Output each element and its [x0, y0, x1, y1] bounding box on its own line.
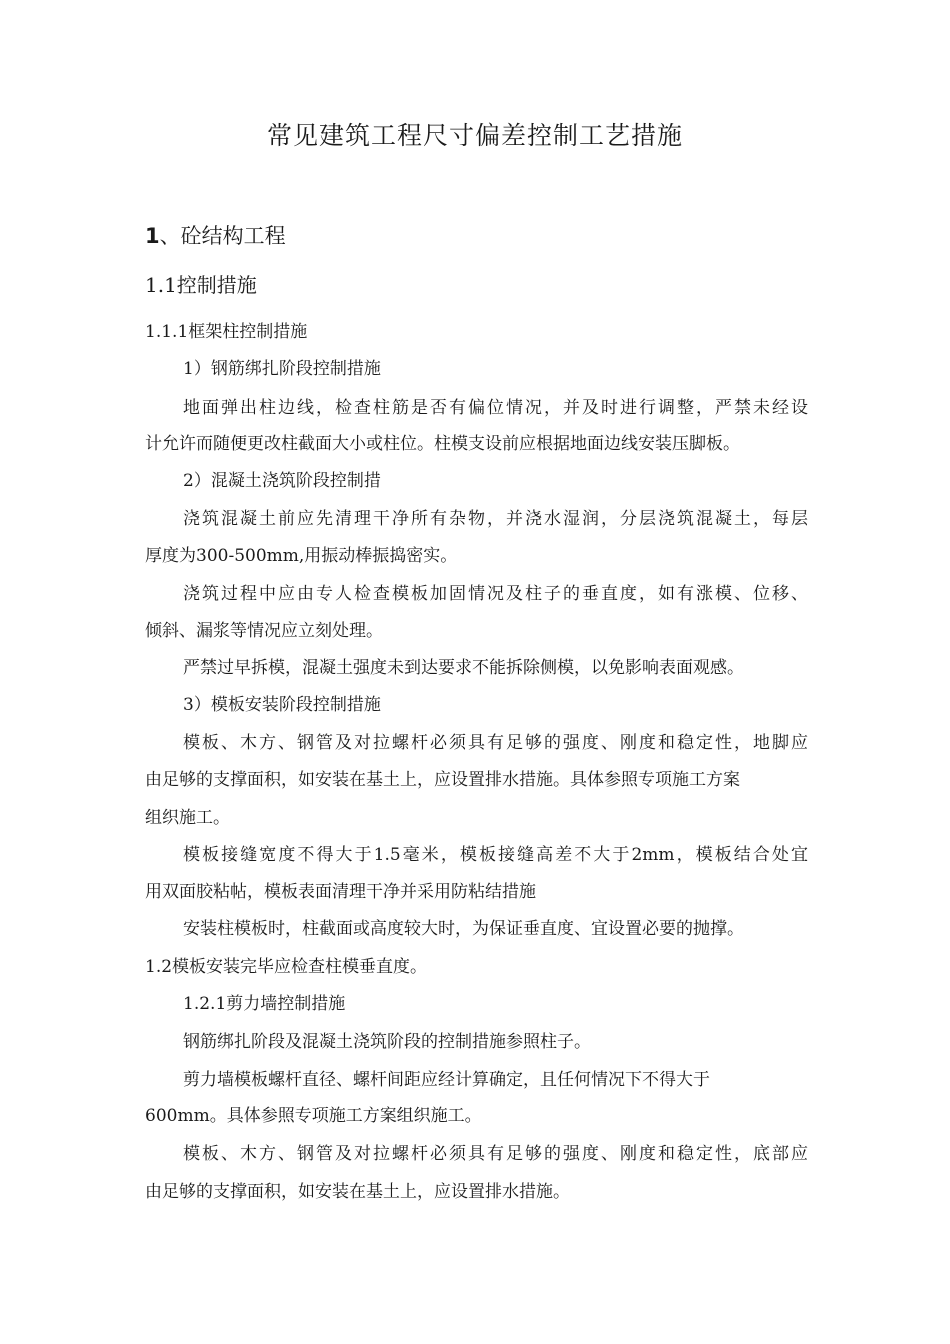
step-heading: 1）钢筋绑扎阶段控制措施: [183, 359, 381, 379]
paragraph-line: 由足够的支撑面积，如安装在基土上，应设置排水措施。: [145, 1182, 570, 1202]
paragraph-line: 钢筋绑扎阶段及混凝土浇筑阶段的控制措施参照柱子。: [183, 1032, 591, 1052]
paragraph-line: 安装柱模板时，柱截面或高度较大时，为保证垂直度、宜设置必要的抛撑。: [183, 919, 744, 939]
paragraph-line: 厚度为300-500mm,用振动棒振捣密实。: [145, 546, 458, 566]
paragraph-line: 地面弹出柱边线，检查柱筋是否有偏位情况，并及时进行调整，严禁未经设: [183, 398, 808, 418]
paragraph-line: 模板接缝宽度不得大于1.5毫米，模板接缝高差不大于2mm，模板结合处宜: [183, 845, 808, 865]
paragraph-line: 由足够的支撑面积，如安装在基土上，应设置排水措施。具体参照专项施工方案: [145, 770, 740, 790]
subsection-heading: 1.1.1框架柱控制措施: [145, 322, 308, 342]
paragraph-line: 模板、木方、钢管及对拉螺杆必须具有足够的强度、刚度和稳定性，底部应: [183, 1144, 808, 1164]
subsection-heading: 1.2.1剪力墙控制措施: [183, 994, 346, 1014]
paragraph-line: 用双面胶粘帖，模板表面清理干净并采用防粘结措施: [145, 882, 536, 902]
paragraph-line: 浇筑混凝土前应先清理干净所有杂物，并浇水湿润，分层浇筑混凝土，每层: [183, 509, 808, 529]
paragraph-line: 600mm。具体参照专项施工方案组织施工。: [145, 1106, 482, 1126]
section-heading-text: 、砼结构工程: [159, 224, 286, 248]
section-number: 1: [145, 224, 160, 248]
document-title: 常见建筑工程尺寸偏差控制工艺措施: [266, 121, 683, 150]
section-heading-1: [145, 224, 810, 248]
step-heading: 3）模板安装阶段控制措施: [183, 695, 381, 715]
paragraph-line: 计允许而随便更改柱截面大小或柱位。柱模支设前应根据地面边线安装压脚板。: [145, 434, 740, 454]
paragraph-line: 倾斜、漏浆等情况应立刻处理。: [145, 621, 383, 641]
paragraph-line: 浇筑过程中应由专人检查模板加固情况及柱子的垂直度，如有涨模、位移、: [183, 584, 808, 604]
paragraph-line: 模板、木方、钢管及对拉螺杆必须具有足够的强度、刚度和稳定性，地脚应: [183, 733, 808, 753]
paragraph-line: 严禁过早拆模，混凝土强度未到达要求不能拆除侧模，以免影响表面观感。: [183, 658, 744, 678]
paragraph-line: 组织施工。: [145, 808, 230, 828]
step-heading: 2）混凝土浇筑阶段控制措: [183, 471, 381, 491]
paragraph-line: 1.2模板安装完毕应检查柱模垂直度。: [145, 957, 428, 977]
paragraph-line: 剪力墙模板螺杆直径、螺杆间距应经计算确定，且任何情况下不得大于: [183, 1070, 710, 1090]
section-heading-1-1: 1.1控制措施: [145, 273, 257, 297]
